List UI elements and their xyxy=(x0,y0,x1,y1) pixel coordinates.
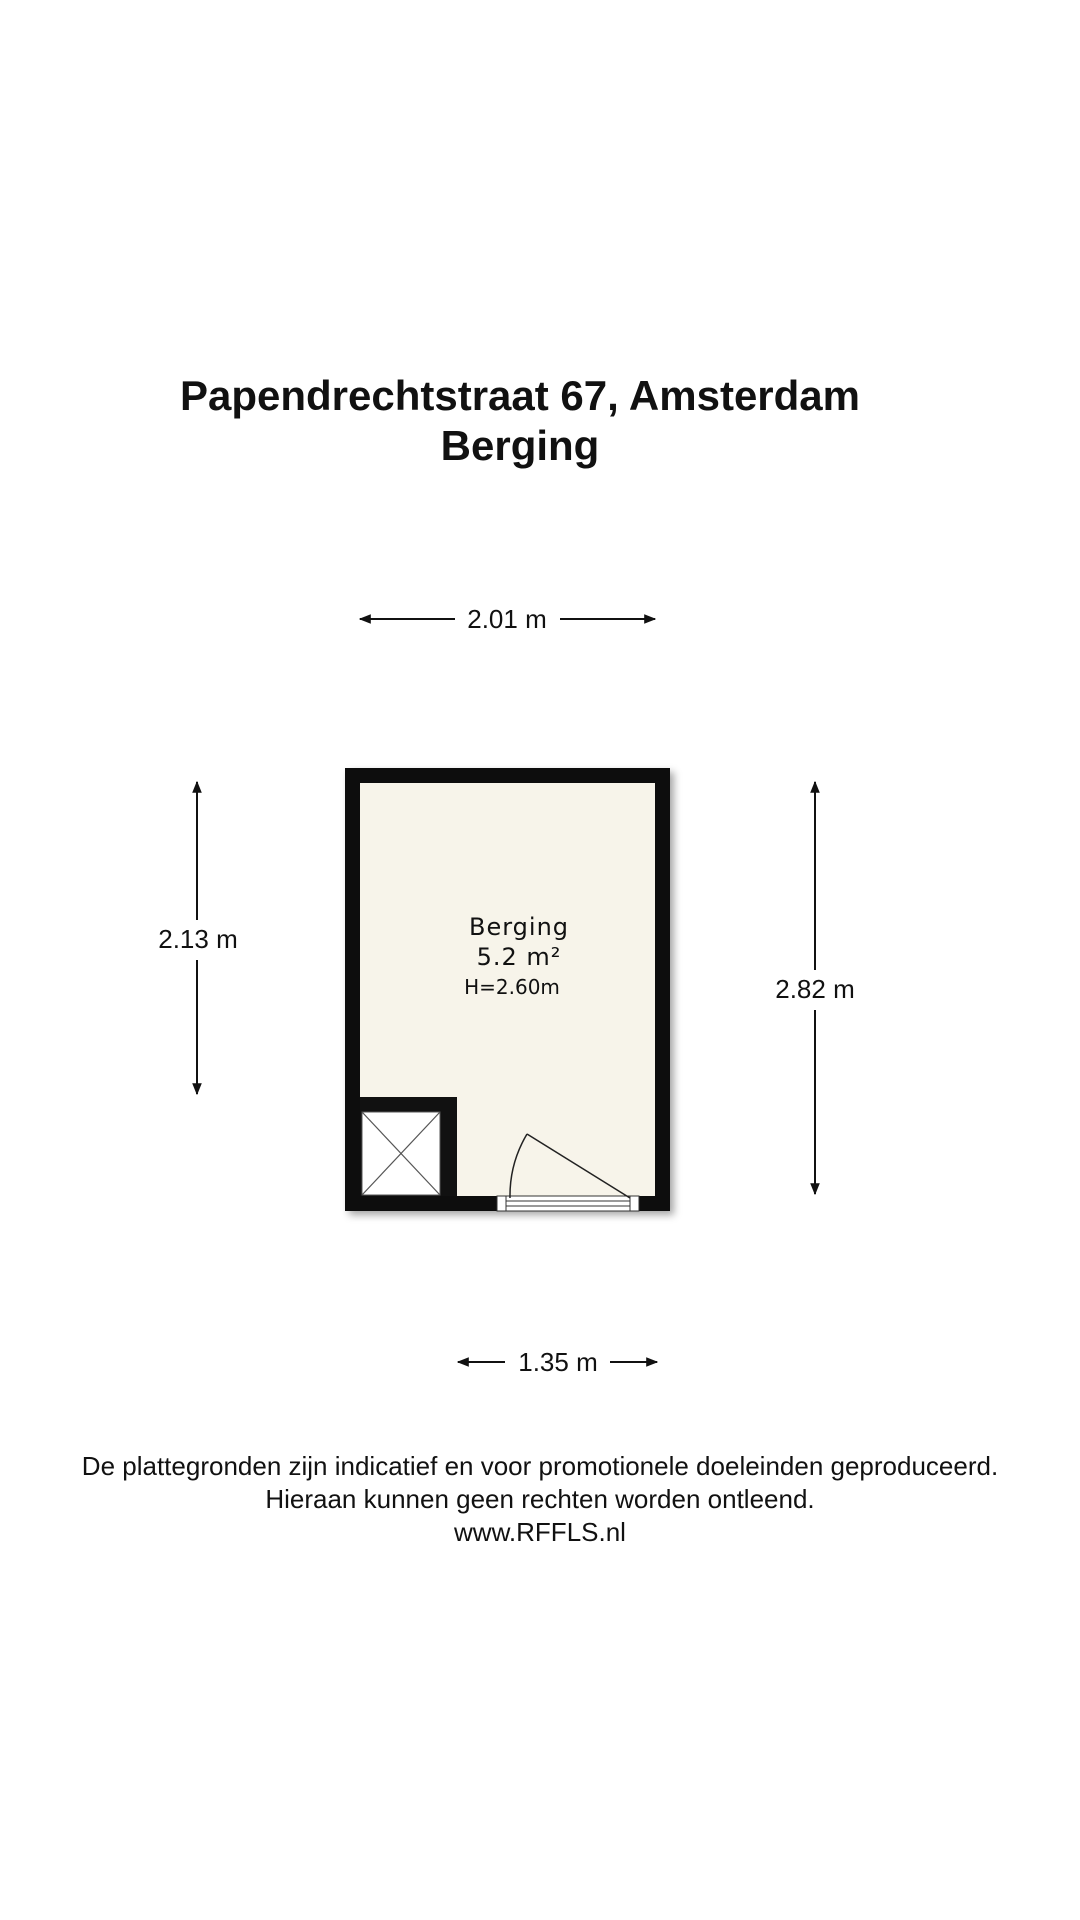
plan-address-title: Papendrechtstraat 67, Amsterdam xyxy=(179,372,861,419)
website-link[interactable]: www.RFFLS.nl xyxy=(454,1517,626,1547)
room-berging xyxy=(345,768,670,1211)
disclaimer-line-1: De plattegronden zijn indicatief en voor promotionele doeleinden geproduceerd. xyxy=(81,1451,999,1481)
dimension-right-label: 2.82 m xyxy=(775,974,855,1004)
disclaimer-line-2: Hieraan kunnen geen rechten worden ontleend. xyxy=(265,1484,815,1514)
dimension-left-height xyxy=(158,782,238,1094)
dimension-bottom-width xyxy=(458,1347,657,1377)
room-area-label: 5.2 m² xyxy=(476,943,562,971)
dimension-top-width xyxy=(360,604,655,634)
room-name-label: Berging xyxy=(468,913,570,941)
dimension-right-height xyxy=(775,782,855,1194)
cross-box-icon xyxy=(362,1112,440,1195)
plan-room-subtitle: Berging xyxy=(440,422,600,469)
room-height-label: H=2.60m xyxy=(464,975,560,999)
dimension-bottom-label: 1.35 m xyxy=(518,1347,598,1377)
dimension-left-label: 2.13 m xyxy=(158,924,238,954)
dimension-top-label: 2.01 m xyxy=(467,604,547,634)
